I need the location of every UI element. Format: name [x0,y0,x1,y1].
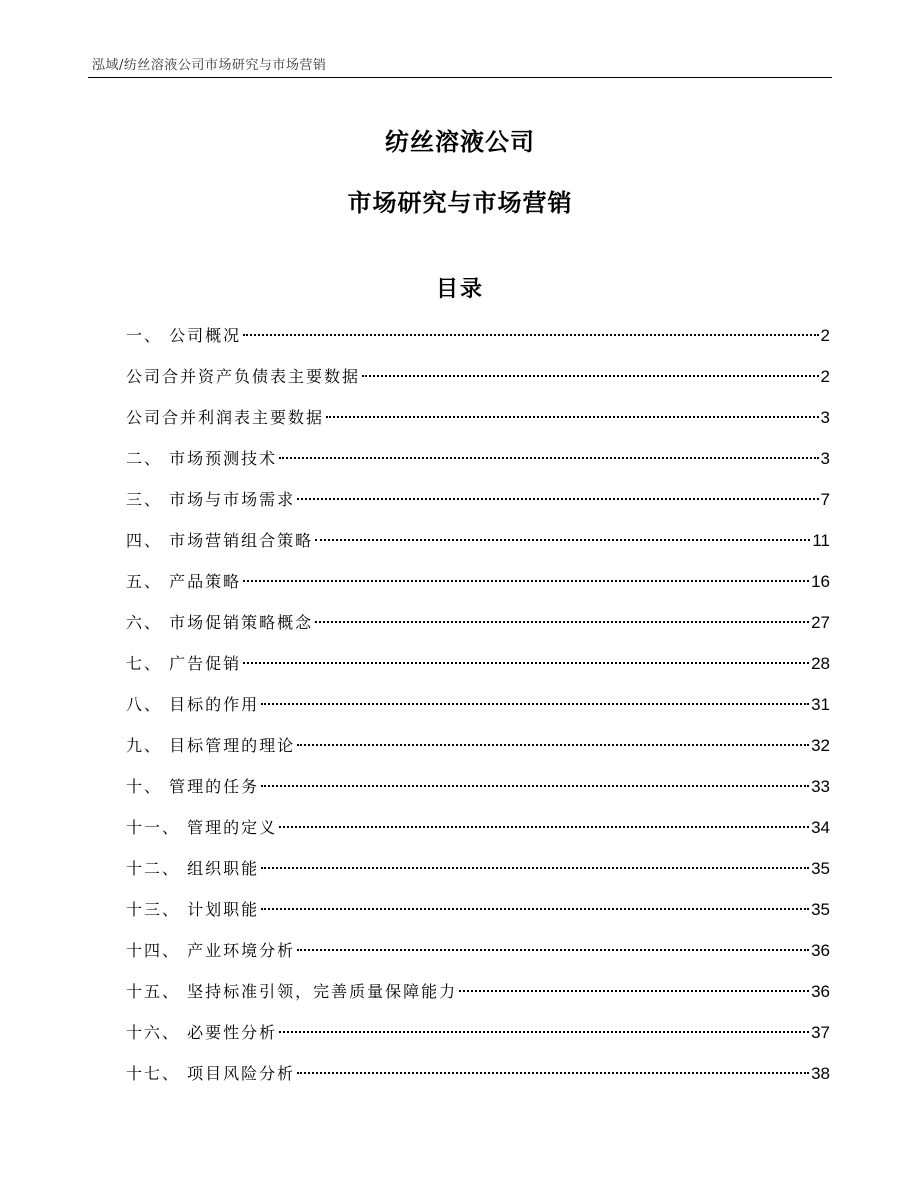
toc-entry-label: 十一、 管理的定义 [126,818,278,837]
toc-entry-label: 公司合并利润表主要数据 [126,408,325,427]
toc-entry[interactable] [126,1060,830,1101]
toc-entry-label: 十六、 必要性分析 [126,1023,278,1042]
toc-leader-dots [297,949,809,951]
toc-leader-dots [362,375,819,377]
toc-entry-page: 3 [820,449,830,468]
toc-leader-dots [315,621,809,623]
toc-entry[interactable] [126,691,830,732]
toc-leader-dots [261,703,809,705]
toc-entry-page: 34 [811,818,830,837]
toc-leader-dots [261,785,809,787]
toc-entry-label: 十三、 计划职能 [126,900,260,919]
toc-entry[interactable] [126,896,830,937]
toc-leader-dots [315,539,810,541]
toc-entry[interactable] [126,568,830,609]
table-of-contents [126,322,830,1101]
toc-entry-page: 36 [811,941,830,960]
toc-entry[interactable] [126,937,830,978]
toc-entry-page: 35 [811,900,830,919]
toc-entry-label: 九、 目标管理的理论 [126,736,296,755]
toc-entry-page: 28 [811,654,830,673]
toc-leader-dots [243,580,809,582]
toc-entry-page: 33 [811,777,830,796]
toc-entry[interactable] [126,363,830,404]
toc-entry-label: 六、 市场促销策略概念 [126,613,314,632]
toc-entry-label: 十四、 产业环境分析 [126,941,296,960]
toc-entry-page: 7 [820,490,830,509]
toc-entry[interactable] [126,322,830,363]
toc-entry-label: 三、 市场与市场需求 [126,490,296,509]
toc-entry[interactable] [126,445,830,486]
toc-entry-label: 二、 市场预测技术 [126,449,278,468]
toc-entry[interactable] [126,650,830,691]
toc-entry-label: 公司合并资产负债表主要数据 [126,367,361,386]
document-title-line-1: 纺丝溶液公司 [385,128,535,156]
toc-entry[interactable] [126,486,830,527]
toc-entry-label: 八、 目标的作用 [126,695,260,714]
toc-entry-page: 27 [811,613,830,632]
toc-leader-dots [326,416,819,418]
toc-entry[interactable] [126,527,830,568]
toc-leader-dots [261,867,809,869]
toc-leader-dots [243,334,818,336]
toc-entry-label: 七、 广告促销 [126,654,242,673]
toc-entry-page: 35 [811,859,830,878]
toc-leader-dots [243,662,809,664]
toc-leader-dots [279,1031,809,1033]
toc-leader-dots [261,908,809,910]
toc-entry-page: 11 [812,531,830,550]
toc-entry-label: 十、 管理的任务 [126,777,260,796]
running-header: 泓域/纺丝溶液公司市场研究与市场营销 [92,58,327,73]
toc-leader-dots [297,1072,809,1074]
toc-entry-page: 37 [811,1023,830,1042]
toc-entry-label: 十二、 组织职能 [126,859,260,878]
toc-entry-page: 32 [811,736,830,755]
toc-entry-label: 四、 市场营销组合策略 [126,531,314,550]
toc-entry-label: 十七、 项目风险分析 [126,1064,296,1083]
toc-leader-dots [279,457,818,459]
toc-entry-page: 3 [820,408,830,427]
toc-entry-page: 2 [820,326,830,345]
toc-entry[interactable] [126,1019,830,1060]
toc-entry[interactable] [126,978,830,1019]
toc-entry-page: 16 [811,572,830,591]
toc-entry[interactable] [126,855,830,896]
toc-entry[interactable] [126,732,830,773]
toc-leader-dots [279,826,809,828]
toc-leader-dots [297,498,818,500]
toc-leader-dots [297,744,809,746]
toc-entry-label: 一、 公司概况 [126,326,242,345]
header-rule [88,77,832,78]
toc-entry[interactable] [126,773,830,814]
toc-entry-label: 十五、 坚持标准引领，完善质量保障能力 [126,982,458,1001]
toc-entry-page: 31 [811,695,830,714]
toc-entry-label: 五、 产品策略 [126,572,242,591]
toc-entry[interactable] [126,404,830,445]
toc-entry[interactable] [126,814,830,855]
toc-leader-dots [459,990,809,992]
toc-heading: 目录 [435,277,484,302]
toc-entry-page: 36 [811,982,830,1001]
toc-entry-page: 2 [820,367,830,386]
document-title-line-2: 市场研究与市场营销 [347,189,573,217]
toc-entry-page: 38 [811,1064,830,1083]
toc-entry[interactable] [126,609,830,650]
